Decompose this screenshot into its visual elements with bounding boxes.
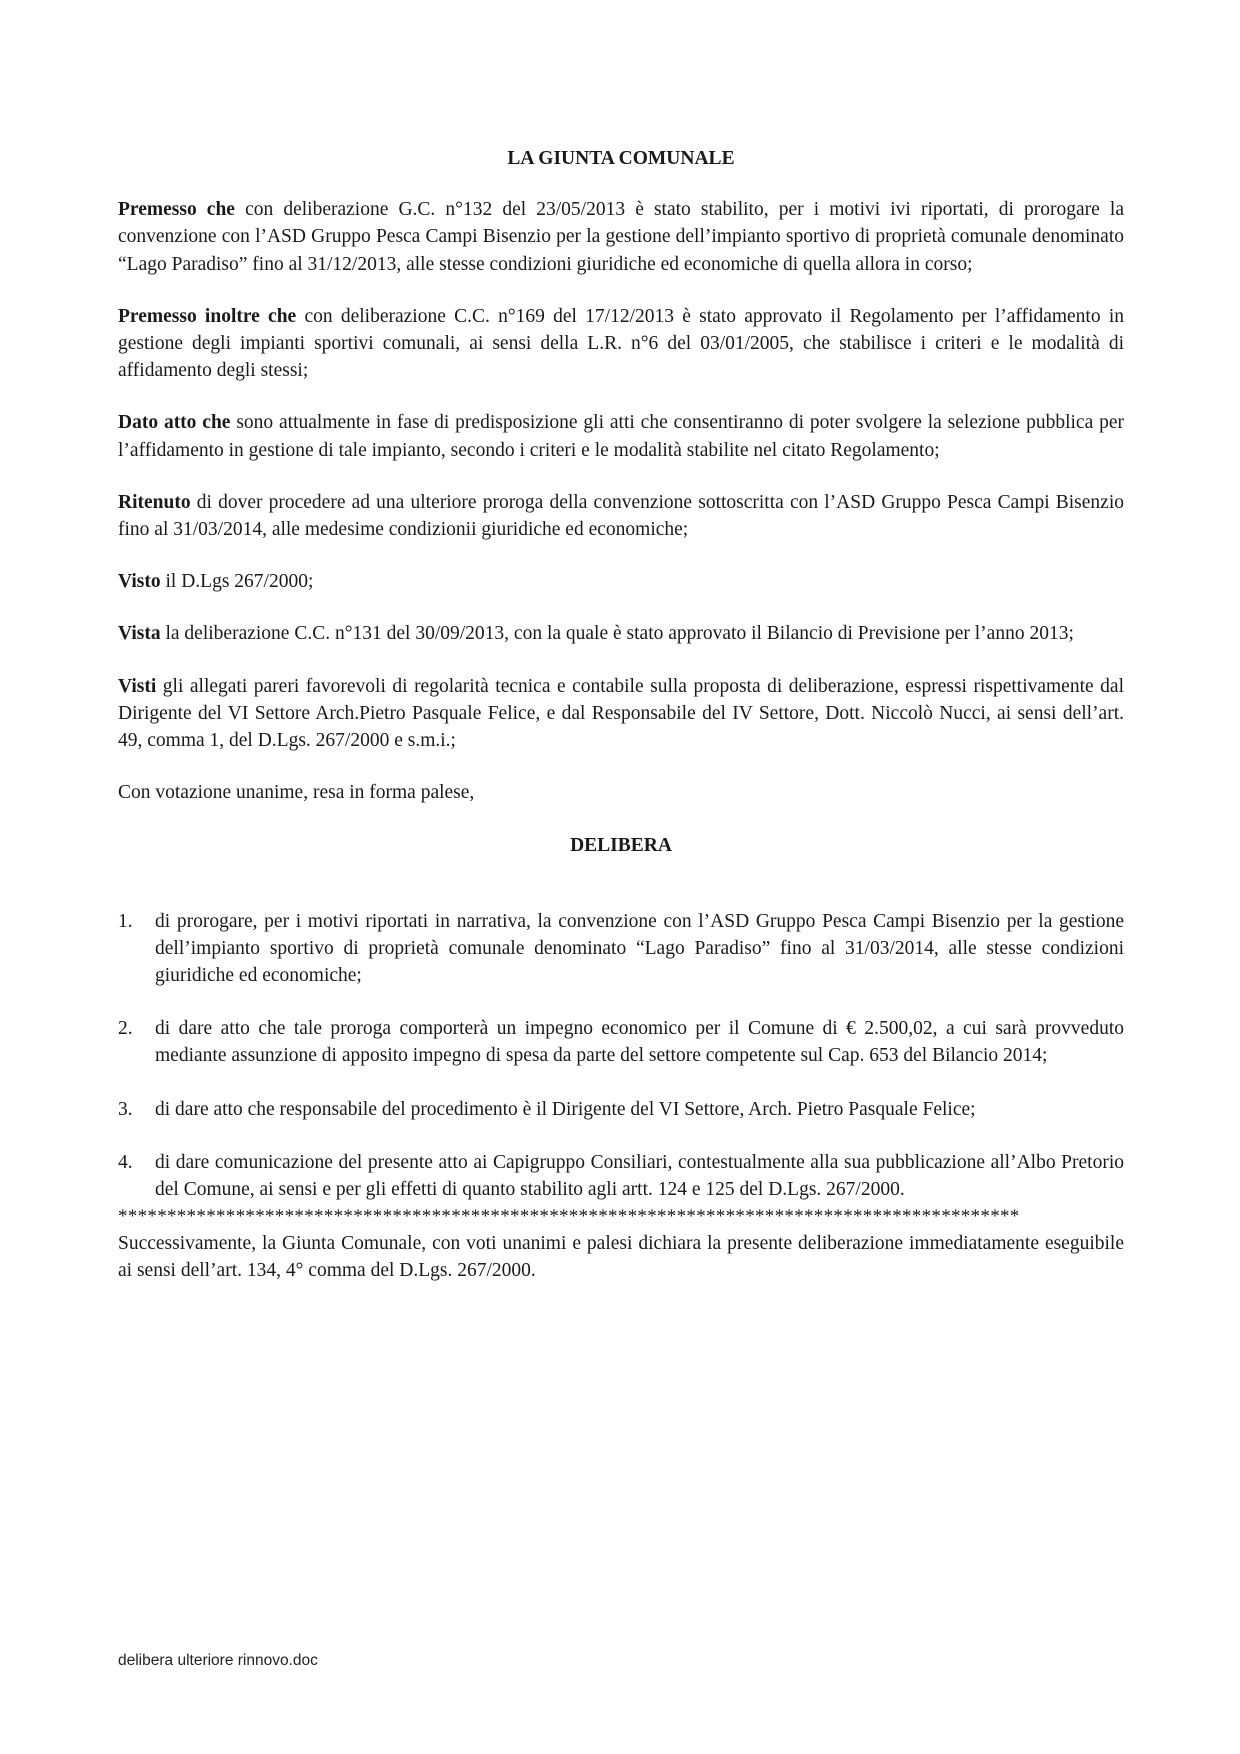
document-title: LA GIUNTA COMUNALE (507, 148, 735, 169)
paragraph-ritenuto (118, 489, 1124, 543)
delibera-heading: DELIBERA (570, 835, 672, 857)
asterisk-separator: ******************************************************************************************** (118, 1206, 1020, 1228)
paragraph-dato-atto (118, 409, 1124, 463)
paragraph-lead: Dato atto che (118, 412, 231, 434)
paragraph-text: di dover procedere ad una ulteriore proroga della convenzione sottoscritta con l’ASD Gruppo Pesca Campi Bisenzio fino al 31/03/2014, alle medesime condizionii giuridiche ed economiche; (118, 491, 1124, 541)
list-item-number: 3. (118, 1098, 133, 1120)
list-item-text: di dare atto che responsabile del procedimento è il Dirigente del VI Settore, Arch. Pietro Pasquale Felice; (155, 1098, 976, 1120)
paragraph-visti (118, 673, 1124, 755)
document-body (118, 145, 1124, 1285)
paragraph-premesso (118, 196, 1124, 278)
list-item-number: 2. (118, 1018, 133, 1040)
paragraph-vista (118, 620, 1124, 647)
list-item (118, 1149, 1124, 1203)
paragraph-premesso-inoltre (118, 303, 1124, 385)
paragraph-lead: Ritenuto (118, 491, 191, 513)
paragraph-lead: Premesso che (118, 199, 235, 221)
paragraph-lead: Visto (118, 571, 161, 593)
paragraph-text: con deliberazione C.C. n°169 del 17/12/2013 è stato approvato il Regolamento per l’affidamento in gestione degli impianti sportivi comunali, ai sensi della L.R. n°6 del 03/01/2005, che stabilisce i criteri e le modalità di affidamento degli stessi; (118, 305, 1124, 382)
list-item-number: 4. (118, 1151, 133, 1173)
paragraph-text: la deliberazione C.C. n°131 del 30/09/2013, con la quale è stato approvato il Bilancio di Previsione per l’anno 2013; (160, 623, 1074, 645)
list-item-text: di prorogare, per i motivi riportati in narrativa, la convenzione con l’ASD Gruppo Pesca Campi Bisenzio per la gestione dell’impianto sportivo di proprietà comunale denominato “Lago Paradiso” fino al 31/03/2014, alle stesse condizioni giuridiche ed economiche; (155, 910, 1124, 987)
closing-statement: Successivamente, la Giunta Comunale, con voti unanimi e palesi dichiara la presente deliberazione immediatamente eseguibile ai sensi dell’art. 134, 4° comma del D.Lgs. 267/2000. (118, 1233, 1124, 1282)
paragraph-lead: Visti (118, 675, 157, 697)
list-item (118, 908, 1124, 990)
paragraph-text: sono attualmente in fase di predisposizione gli atti che consentiranno di poter svolgere la selezione pubblica per l’affidamento in gestione di tale impianto, secondo i criteri e le modalità stabilite nel citato Regolamento; (118, 412, 1124, 461)
paragraph-visto (118, 568, 1124, 595)
paragraph-lead: Premesso inoltre che (118, 305, 297, 327)
delibera-list (118, 908, 1124, 1204)
list-item (118, 1015, 1124, 1069)
footer-filename: delibera ulteriore rinnovo.doc (118, 1652, 318, 1669)
paragraph-text: il D.Lgs 267/2000; (160, 571, 314, 593)
list-item (118, 1096, 1124, 1123)
paragraph-text: gli allegati pareri favorevoli di regolarità tecnica e contabile sulla proposta di deliberazione, espressi rispettivamente dal Dirigente del VI Settore Arch.Pietro Pasquale Felice, e dal Responsabile del IV Settore, Dott. Niccolò Nucci, ai sensi dell’art. 49, comma 1, del D.Lgs. 267/2000 e s.m.i.; (118, 675, 1124, 752)
list-item-text: di dare atto che tale proroga comporterà un impegno economico per il Comune di € 2.500,02, a cui sarà provveduto mediante assunzione di apposito impegno di spesa da parte del settore competente sul Cap. 653 del Bilancio 2014; (155, 1018, 1124, 1067)
paragraph-lead: Vista (118, 623, 161, 645)
list-item-number: 1. (118, 910, 133, 932)
vote-statement: Con votazione unanime, resa in forma palese, (118, 782, 475, 804)
list-item-text: di dare comunicazione del presente atto ai Capigruppo Consiliari, contestualmente alla sua pubblicazione all’Albo Pretorio del Comune, ai sensi e per gli effetti di quanto stabilito agli artt. 124 e 125 del D.Lgs. 267/2000. (155, 1151, 1124, 1201)
paragraph-text: con deliberazione G.C. n°132 del 23/05/2013 è stato stabilito, per i motivi ivi riportati, di prorogare la convenzione con l’ASD Gruppo Pesca Campi Bisenzio per la gestione dell’impianto sportivo di proprietà comunale denominato “Lago Paradiso” fino al 31/12/2013, alle stesse condizioni giuridiche ed economiche di quella allora in corso; (118, 199, 1124, 275)
